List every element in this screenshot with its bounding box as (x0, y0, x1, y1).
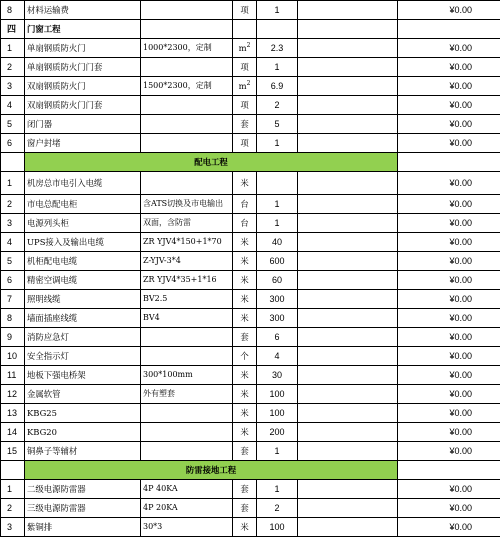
amount-cell[interactable]: ¥0.00 (398, 404, 500, 423)
table-row (1, 347, 500, 366)
item-number-cell[interactable]: 4 (1, 96, 25, 115)
quantity-cell[interactable]: 300 (257, 290, 298, 309)
item-name-cell[interactable]: 电源列头柜 (25, 214, 141, 233)
table-row (1, 77, 500, 96)
table-row (1, 58, 500, 77)
empty-cell[interactable] (298, 366, 398, 385)
table-row (1, 366, 500, 385)
section-band-title[interactable]: 防雷接地工程 (25, 461, 398, 480)
item-name-cell[interactable]: KBG25 (25, 404, 141, 423)
table-row (1, 134, 500, 153)
item-number-cell[interactable]: 5 (1, 252, 25, 271)
item-number-cell[interactable]: 7 (1, 290, 25, 309)
spec-cell[interactable] (141, 58, 233, 77)
amount-cell[interactable]: ¥0.00 (398, 385, 500, 404)
table-row (1, 195, 500, 214)
quantity-cell[interactable]: 2 (257, 96, 298, 115)
item-name-cell[interactable]: 市电总配电柜 (25, 195, 141, 214)
table-row (1, 252, 500, 271)
unit-cell[interactable]: 套 (233, 480, 257, 499)
quantity-cell[interactable] (257, 172, 298, 195)
item-number-cell[interactable]: 1 (1, 39, 25, 58)
item-number-cell[interactable]: 8 (1, 309, 25, 328)
item-number-cell[interactable]: 10 (1, 347, 25, 366)
spec-cell[interactable]: BV2.5 (141, 290, 233, 309)
unit-cell[interactable]: 米 (233, 309, 257, 328)
empty-cell[interactable] (398, 20, 500, 39)
band-empty-cell[interactable] (398, 461, 500, 480)
table-row (1, 1, 500, 20)
amount-cell[interactable]: ¥0.00 (398, 134, 500, 153)
unit-cell[interactable]: 台 (233, 214, 257, 233)
item-name-cell[interactable]: 金属软管 (25, 385, 141, 404)
table-row (1, 96, 500, 115)
quantity-cell[interactable]: 4 (257, 347, 298, 366)
quantity-cell[interactable]: 6.9 (257, 77, 298, 96)
item-number-cell[interactable]: 15 (1, 442, 25, 461)
empty-cell[interactable] (298, 115, 398, 134)
item-name-cell[interactable]: 地板下强电桥架 (25, 366, 141, 385)
item-number-cell[interactable]: 5 (1, 115, 25, 134)
quantity-cell[interactable]: 300 (257, 309, 298, 328)
table-row (1, 271, 500, 290)
amount-cell[interactable]: ¥0.00 (398, 39, 500, 58)
unit-cell[interactable]: 项 (233, 1, 257, 20)
unit-cell[interactable]: 套 (233, 442, 257, 461)
spec-cell[interactable] (141, 172, 233, 195)
spec-cell[interactable] (141, 134, 233, 153)
spec-cell[interactable] (141, 404, 233, 423)
spec-cell[interactable]: Z-YJV-3*4 (141, 252, 233, 271)
unit-cell[interactable]: 个 (233, 347, 257, 366)
spec-cell[interactable] (141, 347, 233, 366)
item-number-cell[interactable]: 12 (1, 385, 25, 404)
quantity-cell[interactable]: 1 (257, 442, 298, 461)
unit-cell[interactable] (233, 77, 257, 96)
amount-cell[interactable]: ¥0.00 (398, 442, 500, 461)
spec-cell[interactable]: 30*3 (141, 518, 233, 537)
quantity-cell[interactable]: 100 (257, 385, 298, 404)
amount-cell[interactable]: ¥0.00 (398, 115, 500, 134)
empty-cell[interactable] (298, 195, 398, 214)
item-number-cell[interactable]: 2 (1, 195, 25, 214)
quantity-cell[interactable]: 40 (257, 233, 298, 252)
unit-cell[interactable]: 项 (233, 96, 257, 115)
table-body (1, 1, 500, 537)
amount-cell[interactable]: ¥0.00 (398, 423, 500, 442)
empty-cell[interactable] (298, 1, 398, 20)
item-name-cell[interactable]: 三级电源防雷器 (25, 499, 141, 518)
amount-cell[interactable]: ¥0.00 (398, 499, 500, 518)
quantity-cell[interactable]: 1 (257, 195, 298, 214)
unit-cell[interactable]: 米 (233, 290, 257, 309)
empty-cell[interactable] (298, 134, 398, 153)
empty-cell[interactable] (298, 214, 398, 233)
empty-cell[interactable] (298, 385, 398, 404)
unit-cell[interactable]: 米 (233, 271, 257, 290)
unit-superscript: 2 (246, 80, 251, 88)
unit-text: m (238, 81, 247, 91)
empty-cell[interactable] (298, 499, 398, 518)
item-name-cell[interactable]: 单扇钢质防火门 (25, 39, 141, 58)
amount-cell[interactable]: ¥0.00 (398, 328, 500, 347)
table-row (1, 480, 500, 499)
item-name-cell[interactable]: KBG20 (25, 423, 141, 442)
unit-cell[interactable]: 米 (233, 404, 257, 423)
item-number-cell[interactable]: 1 (1, 480, 25, 499)
amount-cell[interactable]: ¥0.00 (398, 252, 500, 271)
spec-cell[interactable] (141, 77, 233, 96)
item-name-cell[interactable]: 机房总市电引入电缆 (25, 172, 141, 195)
quantity-cell[interactable]: 1 (257, 480, 298, 499)
item-name-cell[interactable]: 双扇钢质防火门门套 (25, 96, 141, 115)
amount-cell[interactable]: ¥0.00 (398, 58, 500, 77)
spec-cell[interactable]: 双面，含防雷 (141, 214, 233, 233)
item-number-cell[interactable]: 4 (1, 233, 25, 252)
item-number-cell[interactable]: 6 (1, 134, 25, 153)
empty-cell[interactable] (298, 252, 398, 271)
spec-cell[interactable] (141, 328, 233, 347)
item-number-cell[interactable]: 1 (1, 172, 25, 195)
empty-cell[interactable] (298, 172, 398, 195)
quantity-cell[interactable]: 6 (257, 328, 298, 347)
spec-cell[interactable] (141, 442, 233, 461)
unit-cell[interactable]: 米 (233, 385, 257, 404)
empty-cell[interactable] (298, 290, 398, 309)
empty-cell[interactable] (298, 77, 398, 96)
empty-cell[interactable] (298, 328, 398, 347)
table-row (1, 39, 500, 58)
quantity-cell[interactable]: 30 (257, 366, 298, 385)
spec-cell-text: 含ATS切换及市电输出 (143, 199, 224, 208)
item-name-cell[interactable]: 安全指示灯 (25, 347, 141, 366)
item-name-cell[interactable]: 紫铜排 (25, 518, 141, 537)
empty-cell[interactable] (298, 271, 398, 290)
empty-cell[interactable] (298, 442, 398, 461)
unit-cell[interactable]: 米 (233, 366, 257, 385)
spec-cell[interactable] (141, 96, 233, 115)
quantity-cell[interactable]: 600 (257, 252, 298, 271)
item-number-cell[interactable]: 2 (1, 499, 25, 518)
item-number-cell[interactable]: 14 (1, 423, 25, 442)
spec-cell-text: 1500*2300，定制 (143, 81, 212, 90)
table-row (1, 442, 500, 461)
band-empty-cell[interactable] (1, 461, 25, 480)
item-name-cell[interactable]: 材料运输费 (25, 1, 141, 20)
empty-cell[interactable] (298, 20, 398, 39)
table-row (1, 423, 500, 442)
quantity-cell[interactable]: 60 (257, 271, 298, 290)
unit-cell[interactable]: 套 (233, 328, 257, 347)
empty-cell[interactable] (298, 518, 398, 537)
table-row (1, 385, 500, 404)
amount-cell[interactable]: ¥0.00 (398, 77, 500, 96)
item-name-cell[interactable]: 二级电源防雷器 (25, 480, 141, 499)
unit-cell[interactable]: 米 (233, 518, 257, 537)
item-number-cell[interactable]: 3 (1, 77, 25, 96)
spec-cell[interactable]: ZR YJV4*150+1*70 (141, 233, 233, 252)
empty-cell[interactable] (298, 404, 398, 423)
unit-cell[interactable]: 项 (233, 134, 257, 153)
spec-cell[interactable] (141, 39, 233, 58)
spec-cell[interactable]: 4P 20KA (141, 499, 233, 518)
item-name-cell[interactable]: 机柜配电电缆 (25, 252, 141, 271)
table-row (1, 309, 500, 328)
amount-cell[interactable]: ¥0.00 (398, 271, 500, 290)
empty-cell[interactable] (298, 309, 398, 328)
spec-cell[interactable] (141, 423, 233, 442)
quantity-cell[interactable]: 1 (257, 1, 298, 20)
table-row (1, 233, 500, 252)
unit-cell[interactable]: 米 (233, 423, 257, 442)
spec-cell[interactable] (141, 195, 233, 214)
quantity-cell[interactable]: 5 (257, 115, 298, 134)
quantity-cell[interactable]: 2.3 (257, 39, 298, 58)
group-name-cell[interactable]: 门窗工程 (25, 20, 141, 39)
quantity-cell[interactable]: 1 (257, 134, 298, 153)
item-number-cell[interactable]: 3 (1, 518, 25, 537)
unit-cell[interactable]: 项 (233, 58, 257, 77)
empty-cell[interactable] (298, 39, 398, 58)
table-row (1, 115, 500, 134)
band-empty-cell[interactable] (398, 153, 500, 172)
spec-cell[interactable] (141, 1, 233, 20)
empty-cell[interactable] (233, 20, 257, 39)
amount-cell[interactable]: ¥0.00 (398, 214, 500, 233)
group-header-row (1, 20, 500, 39)
quantity-cell[interactable]: 2 (257, 499, 298, 518)
spec-cell-text: 1000*2300，定制 (143, 43, 212, 52)
table-row (1, 290, 500, 309)
item-name-cell[interactable]: 单扇钢质防火门门套 (25, 58, 141, 77)
amount-cell[interactable]: ¥0.00 (398, 172, 500, 195)
amount-cell[interactable]: ¥0.00 (398, 347, 500, 366)
spec-cell[interactable]: 4P 40KA (141, 480, 233, 499)
item-name-cell[interactable]: 墙面插座线缆 (25, 309, 141, 328)
item-number-cell[interactable]: 6 (1, 271, 25, 290)
amount-cell[interactable]: ¥0.00 (398, 309, 500, 328)
section-band-row (1, 153, 500, 172)
table-row (1, 172, 500, 195)
quantity-cell[interactable]: 1 (257, 58, 298, 77)
amount-cell[interactable]: ¥0.00 (398, 366, 500, 385)
table-row (1, 499, 500, 518)
quantity-cell[interactable]: 100 (257, 404, 298, 423)
unit-superscript: 2 (246, 42, 251, 50)
empty-cell[interactable] (141, 20, 233, 39)
quantity-cell[interactable]: 200 (257, 423, 298, 442)
unit-cell[interactable] (233, 39, 257, 58)
item-name-cell[interactable]: 精密空调电缆 (25, 271, 141, 290)
section-band-title[interactable]: 配电工程 (25, 153, 398, 172)
table-row (1, 214, 500, 233)
empty-cell[interactable] (298, 96, 398, 115)
amount-cell[interactable]: ¥0.00 (398, 1, 500, 20)
item-name-cell[interactable]: 双扇钢质防火门 (25, 77, 141, 96)
table-row (1, 404, 500, 423)
item-name-cell[interactable]: 铜鼻子等辅材 (25, 442, 141, 461)
spec-cell[interactable]: 300*100mm (141, 366, 233, 385)
section-band-row (1, 461, 500, 480)
quantity-cell[interactable]: 1 (257, 214, 298, 233)
table-row (1, 328, 500, 347)
item-number-cell[interactable]: 3 (1, 214, 25, 233)
quantity-cell[interactable]: 100 (257, 518, 298, 537)
item-name-cell[interactable]: 窗户封堵 (25, 134, 141, 153)
unit-cell[interactable]: 米 (233, 172, 257, 195)
amount-cell[interactable]: ¥0.00 (398, 233, 500, 252)
spec-cell[interactable] (141, 115, 233, 134)
spec-cell[interactable]: BV4 (141, 309, 233, 328)
empty-cell[interactable] (298, 347, 398, 366)
amount-cell[interactable]: ¥0.00 (398, 195, 500, 214)
item-number-cell[interactable]: 13 (1, 404, 25, 423)
spec-cell[interactable]: 外有塑套 (141, 385, 233, 404)
unit-cell[interactable]: 套 (233, 115, 257, 134)
amount-cell[interactable]: ¥0.00 (398, 290, 500, 309)
amount-cell[interactable]: ¥0.00 (398, 96, 500, 115)
empty-cell[interactable] (298, 58, 398, 77)
unit-text: m (238, 43, 247, 53)
item-number-cell[interactable]: 11 (1, 366, 25, 385)
group-number-cell[interactable]: 四 (1, 20, 25, 39)
empty-cell[interactable] (257, 20, 298, 39)
item-number-cell[interactable]: 2 (1, 58, 25, 77)
item-number-cell[interactable]: 8 (1, 1, 25, 20)
item-name-cell[interactable]: 消防应急灯 (25, 328, 141, 347)
unit-cell[interactable]: 套 (233, 499, 257, 518)
table-row (1, 518, 500, 537)
spec-cell[interactable]: ZR YJV4*35+1*16 (141, 271, 233, 290)
item-name-cell[interactable]: 照明线缆 (25, 290, 141, 309)
item-number-cell[interactable]: 9 (1, 328, 25, 347)
item-name-cell[interactable]: UPS接入及输出电缆 (25, 233, 141, 252)
band-empty-cell[interactable] (1, 153, 25, 172)
empty-cell[interactable] (298, 233, 398, 252)
item-name-cell[interactable]: 闭门器 (25, 115, 141, 134)
unit-cell[interactable]: 米 (233, 233, 257, 252)
amount-cell[interactable]: ¥0.00 (398, 480, 500, 499)
unit-cell[interactable]: 米 (233, 252, 257, 271)
empty-cell[interactable] (298, 423, 398, 442)
unit-cell[interactable]: 台 (233, 195, 257, 214)
amount-cell[interactable]: ¥0.00 (398, 518, 500, 537)
empty-cell[interactable] (298, 480, 398, 499)
